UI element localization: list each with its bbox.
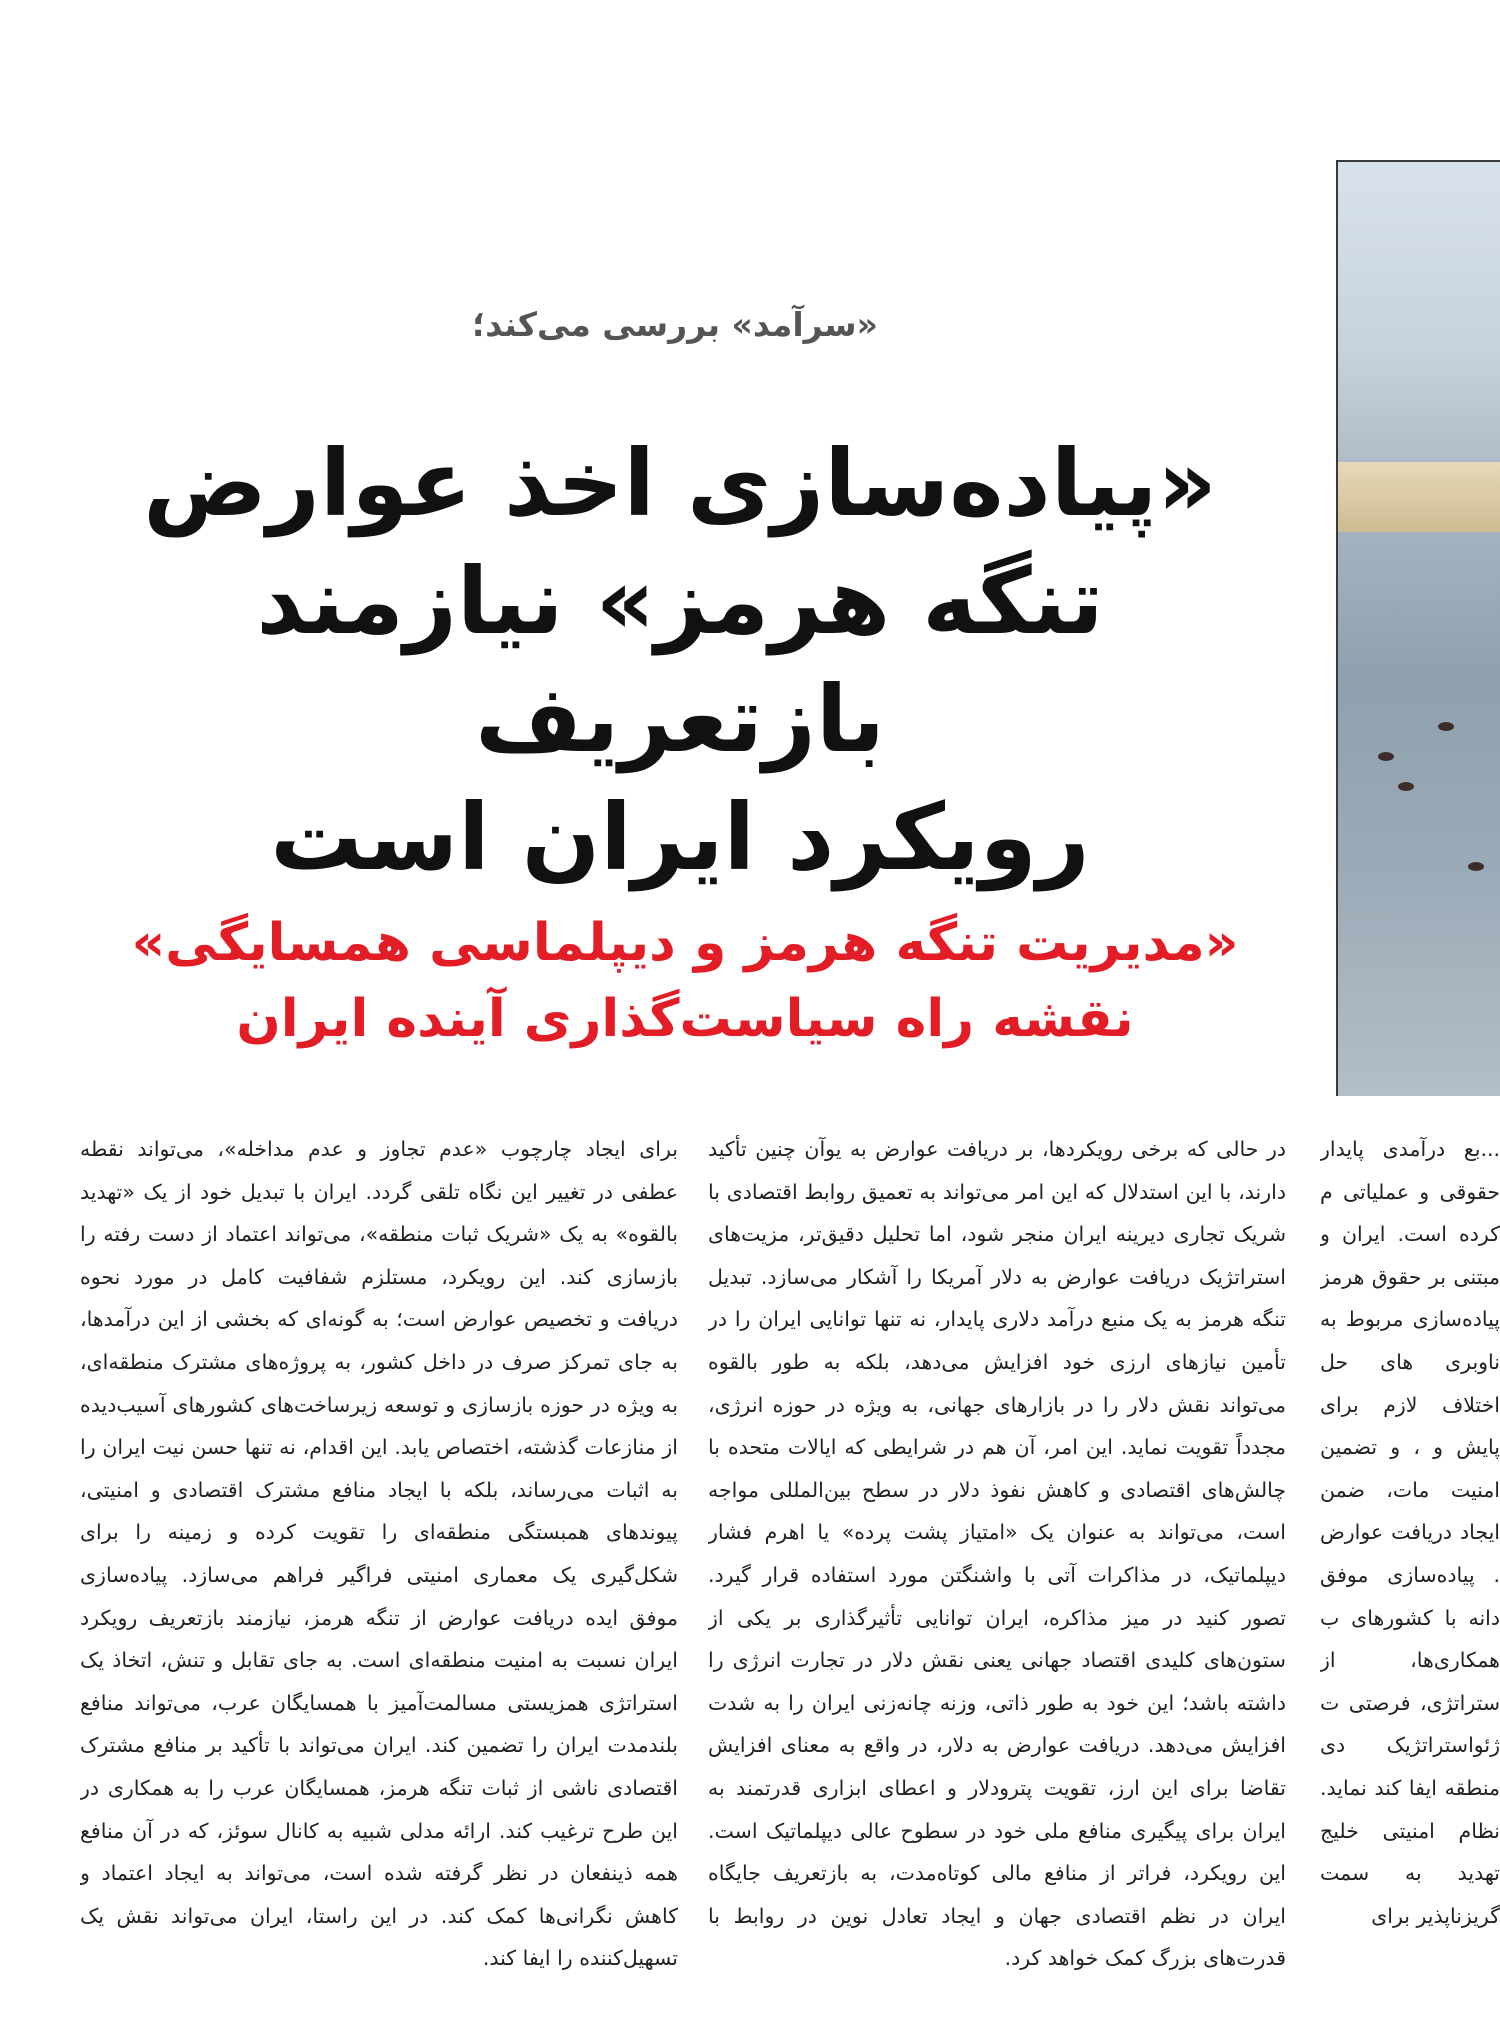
- subheadline: [130, 905, 1240, 1057]
- article-column-middle: [708, 1128, 1286, 2037]
- photo-boat: [1468, 862, 1484, 871]
- article-photo: [1336, 160, 1500, 1096]
- column-text: ...بع درآمدی پایدار حقوقی و عملیاتی م کرده است. ایران و مبتنی بر حقوق هرمز پیاده‌سازی مربوط به ناوبری های حل اختلاف لازم برای پایش و ، و تضمین امنیت مات، ضمن ایجاد دریافت عوارض . پیاده‌سازی موفق دانه با کشورهای ب همکاری‌ها، از ستراتژی، فرصتی ت ژئواستراتژیک دی منطقه ایفا کند نماید. نظام امنیتی خلیج تهدید به سمت گریزناپذیر برای: [1320, 1137, 1500, 1928]
- headline-line-3: رویکرد ایران است: [270, 784, 1090, 891]
- photo-boat: [1438, 722, 1454, 731]
- column-text: برای ایجاد چارچوب «عدم تجاوز و عدم مداخله»، می‌تواند نقطه عطفی در تغییر این نگاه تلقی گردد. ایران با تبدیل خود از یک «تهدید بالقوه» به یک «شریک ثبات منطقه»، می‌تواند اعتماد از دست رفته را بازسازی کند. این رویکرد، مستلزم شفافیت کامل در مورد نحوه دریافت و تخصیص عوارض است؛ به گونه‌ای که بخشی از این درآمدها، به جای تمرکز صرف در داخل کشور، به پروژه‌های مشترک منطقه‌ای، به ویژه در حوزه بازسازی و توسعه زیرساخت‌های کشورهای آسیب‌دیده از منازعات گذشته، اختصاص یابد. این اقدام، نه تنها حسن نیت ایران را به اثبات می‌رساند، بلکه با ایجاد منافع مشترک اقتصادی و امنیتی، پیوندهای همبستگی منطقه‌ای را تقویت کرده و زمینه را برای شکل‌گیری یک معماری امنیتی فراگیر فراهم می‌سازد. پیاده‌سازی موفق ایده دریافت عوارض از تنگه هرمز، نیازمند بازتعریف رویکرد ایران نسبت به امنیت منطقه‌ای است. به جای تقابل و تنش، اتخاذ یک استراتژی همزیستی مسالمت‌آمیز با همسایگان عرب، می‌تواند منافع بلندمدت ایران را تضمین کند. ایران می‌تواند با تأکید بر منافع مشترک اقتصادی ناشی از ثبات تنگه هرمز، همسایگان عرب را به همکاری در این طرح ترغیب کند. ارائه مدلی شبیه به کانال سوئز، که در آن منافع همه ذینفعان در نظر گرفته شده است، می‌تواند به ایجاد اعتماد و کاهش نگرانی‌ها کمک کند. در این راستا، ایران می‌تواند نقش یک تسهیل‌کننده را ایفا کند.: [80, 1137, 678, 1971]
- article-column-left: [80, 1128, 678, 2037]
- headline: [110, 425, 1250, 897]
- headline-line-2: تنگه هرمز» نیازمند بازتعریف: [256, 548, 1104, 773]
- article-column-right: [1320, 1128, 1500, 2037]
- photo-shoreline: [1338, 462, 1500, 532]
- subheadline-line-1: «مدیریت تنگه هرمز و دیپلماسی همسایگی»: [131, 913, 1239, 973]
- photo-boat: [1398, 782, 1414, 791]
- headline-line-1: «پیاده‌سازی اخذ عوارض: [143, 430, 1217, 537]
- column-text: در حالی که برخی رویکردها، بر دریافت عوارض به یوآن چنین تأکید دارند، با این استدلال که این امر می‌تواند به تعمیق روابط اقتصادی با شریک تجاری دیرینه ایران منجر شود، اما تحلیل دقیق‌تر، مزیت‌های استراتژیک دریافت عوارض به دلار آمریکا را آشکار می‌سازد. تبدیل تنگه هرمز به یک منبع درآمد دلاری پایدار، نه تنها توانایی ایران را در تأمین نیازهای ارزی خود افزایش می‌دهد، بلکه به طور بالقوه می‌تواند نقش دلار را در بازارهای جهانی، به ویژه در حوزه انرژی، مجدداً تقویت نماید. این امر، آن هم در شرایطی که ایالات متحده با چالش‌های اقتصادی و کاهش نفوذ دلار در سطح بین‌المللی مواجه است، می‌تواند به عنوان یک «امتیاز پشت پرده» یا اهرم فشار دیپلماتیک، در مذاکرات آتی با واشنگتن مورد استفاده قرار گیرد. تصور کنید در میز مذاکره، ایران توانایی تأثیرگذاری بر یکی از ستون‌های کلیدی اقتصاد جهانی یعنی نقش دلار در تجارت انرژی را داشته باشد؛ این خود به طور ذاتی، وزنه چانه‌زنی ایران را به شدت افزایش می‌دهد. دریافت عوارض به دلار، در واقع به معنای افزایش تقاضا برای این ارز، تقویت پترودلار و اعطای ابزاری قدرتمند به ایران برای پیگیری منافع ملی خود در سطوح عالی دیپلماتیک است. این رویکرد، فراتر از منافع مالی کوتاه‌مدت، به بازتعریف جایگاه ایران در نظم اقتصادی جهان و ایجاد تعادل نوین در روابط با قدرت‌های بزرگ کمک خواهد کرد.: [708, 1137, 1286, 1971]
- photo-boat: [1378, 752, 1394, 761]
- kicker: «سرآمد» بررسی می‌کند؛: [472, 305, 878, 344]
- subheadline-line-2: نقشه راه سیاست‌گذاری آینده ایران: [236, 989, 1134, 1049]
